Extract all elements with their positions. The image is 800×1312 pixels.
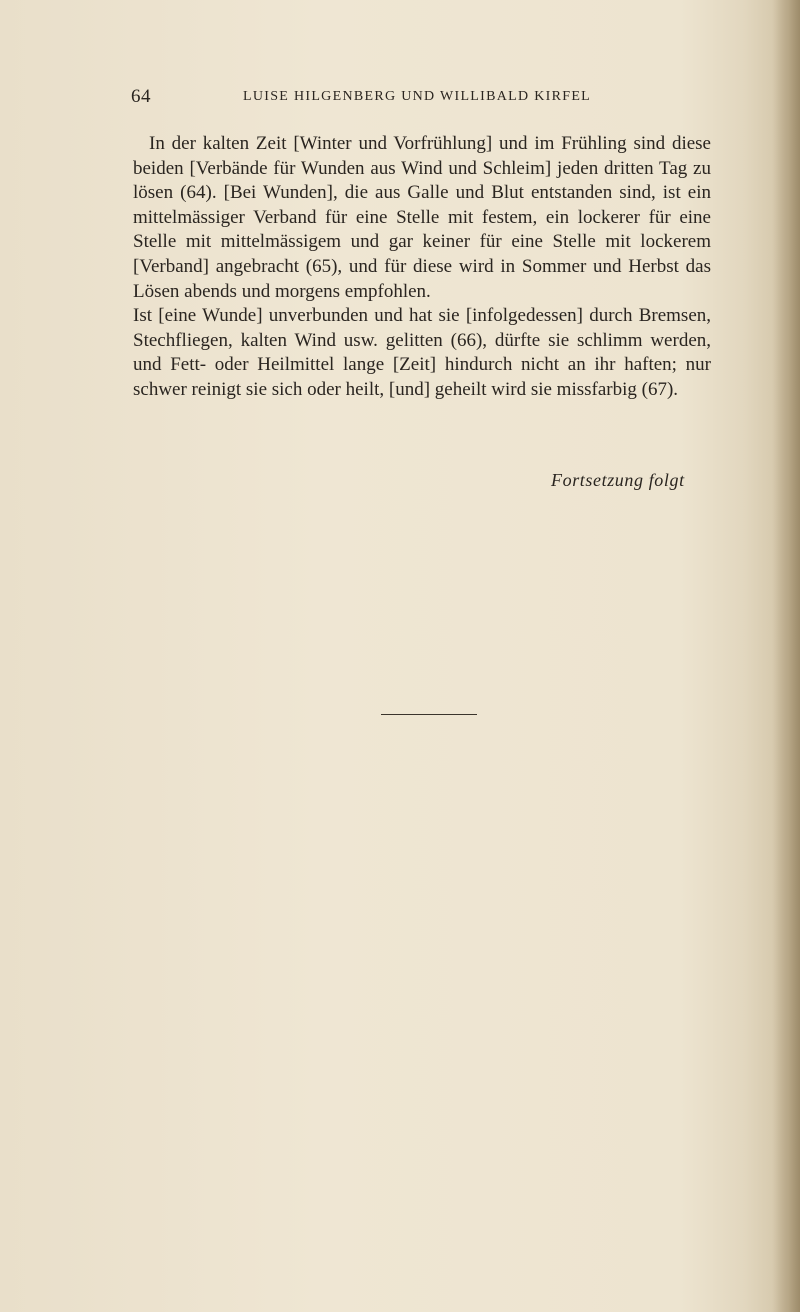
end-rule [381, 714, 477, 715]
continued-note: Fortsetzung folgt [551, 470, 685, 490]
paragraph-2: Ist [eine Wunde] unverbunden und hat sie [infolgedessen] durch Bremsen, Stechfliegen, kalten Wind usw. gelitten (66), dürfte sie schlimm werden, und Fett- oder Heilmittel lange [Zeit] hindurch nicht an ihr haften; nur schwer reinigt sie sich oder heilt, [und] geheilt wird sie missfarbig (67). [133, 305, 711, 400]
running-head: LUISE HILGENBERG UND WILLIBALD KIRFEL [243, 89, 592, 104]
page-header [131, 86, 711, 112]
page-spine-shadow [772, 0, 800, 1312]
page-number: 64 [131, 86, 151, 107]
body-text [133, 132, 711, 403]
paragraph-1: In der kalten Zeit [Winter und Vorfrühlung] und im Frühling sind diese beiden [Verbände für Wunden aus Wind und Schleim] jeden dritten Tag zu lösen (64). [Bei Wunden], die aus Galle und Blut entstanden sind, ist ein mittelmässiger Verband für eine Stelle mit festem, ein lockerer für eine Stelle mit mittelmässigem und gar keiner für eine Stelle mit lockerem [Verband] angebracht (65), und für diese wird in Sommer und Herbst das Lösen abends und morgens empfohlen. [133, 133, 711, 302]
